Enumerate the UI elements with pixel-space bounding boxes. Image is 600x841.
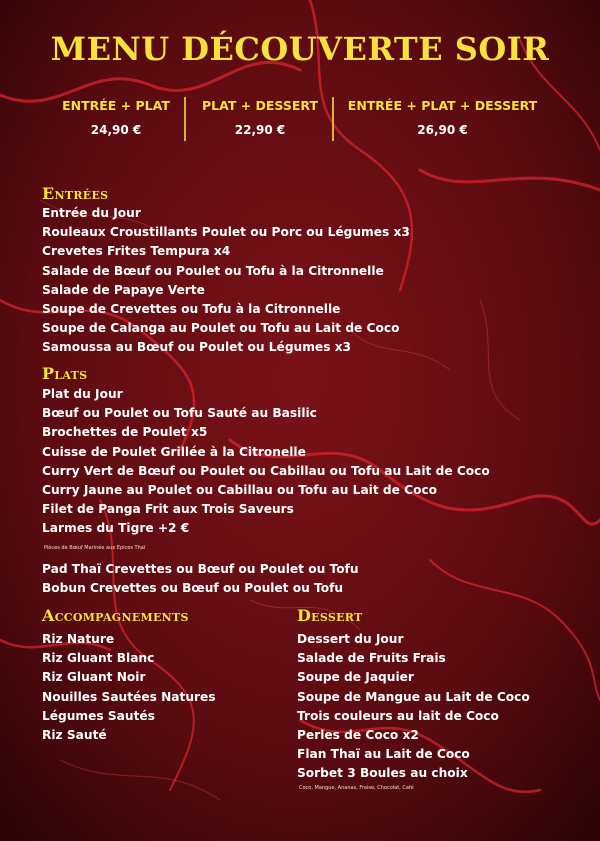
formula-divider [332,97,334,141]
entrees-list [42,204,410,358]
menu-item: Rouleaux Croustillants Poulet ou Porc ou Légumes x3 [42,225,410,240]
menu-item: Bœuf ou Poulet ou Tofu Sauté au Basilic [42,406,317,421]
menu-item: Soupe de Calanga au Poulet ou Tofu au Lait de Coco [42,321,400,336]
menu-item: Filet de Panga Frit aux Trois Saveurs [42,502,294,517]
menu-item: Plat du Jour [42,387,123,401]
menu-item: Soupe de Crevettes ou Tofu à la Citronnelle [42,302,341,317]
sorbet-flavours: Coco, Mangue, Ananas, Fraise, Chocolat, Café [299,785,414,791]
accompagnements-list [42,630,216,745]
formula-divider [184,97,186,141]
menu-item: Soupe de Mangue au Lait de Coco [297,689,530,704]
formula-label: ENTRÉE + PLAT [62,98,170,113]
menu-item: Flan Thaï au Lait de Coco [297,747,470,762]
dessert-list [297,630,530,784]
menu-item: Salade de Papaye Verte [42,282,205,297]
menu-item: Curry Jaune au Poulet ou Cabillau ou Tofu au Lait de Coco [42,483,438,498]
accompagnements-heading: Accompagnements [42,606,189,625]
menu-item: Crevetes Frites Tempura x4 [42,244,231,259]
menu-item: Entrée du Jour [42,206,141,220]
menu-item: Riz Gluant Blanc [42,651,155,666]
entrees-heading: Entrées [42,184,109,203]
menu-item: Trois couleurs au lait de Coco [297,708,499,723]
formula-label: ENTRÉE + PLAT + DESSERT [347,98,538,113]
menu-item: Samoussa au Bœuf ou Poulet ou Légumes x3 [42,340,352,355]
formula-entree-plat-dessert [340,98,545,137]
menu-item: Salade de Bœuf ou Poulet ou Tofu à la Citronnelle [42,263,384,278]
menu-item: Riz Gluant Noir [42,670,146,685]
plats-list-continued [42,560,359,598]
menu-item: Brochettes de Poulet x5 [42,425,208,440]
menu-item: Pad Thaï Crevettes ou Bœuf ou Poulet ou Tofu [42,562,359,576]
menu-item: Curry Vert de Bœuf ou Poulet ou Cabillau ou Tofu au Lait de Coco [42,463,490,478]
menu-item: Légumes Sautés [42,708,155,723]
formula-label: PLAT + DESSERT [201,98,319,113]
plats-list [42,385,490,539]
larmes-description: Pièces de Bœuf Marinée aux Epices Thaï [44,545,146,551]
plats-heading: Plats [42,364,88,383]
menu-item: Dessert du Jour [297,632,404,646]
menu-item: Soupe de Jaquier [297,670,414,685]
formula-price: 24,90 € [90,123,142,137]
menu-item: Bobun Crevettes ou Bœuf ou Poulet ou Tofu [42,581,344,596]
menu-item: Salade de Fruits Frais [297,651,446,666]
menu-item: Nouilles Sautées Natures [42,689,216,704]
formula-entree-plat [55,98,177,137]
menu-item: Riz Nature [42,632,115,646]
menu-item: Larmes du Tigre +2 € [42,521,190,536]
menu-item: Cuisse de Poulet Grillée à la Citronelle [42,444,306,459]
formula-plat-dessert [192,98,328,137]
formula-price: 22,90 € [234,123,286,137]
menu-title: MENU DÉCOUVERTE SOIR [50,30,550,68]
formula-price: 26,90 € [417,123,468,137]
dessert-heading: Dessert [297,606,363,625]
menu-item: Riz Sauté [42,728,107,743]
menu-item: Perles de Coco x2 [297,728,419,743]
menu-item: Sorbet 3 Boules au choix [297,766,468,781]
